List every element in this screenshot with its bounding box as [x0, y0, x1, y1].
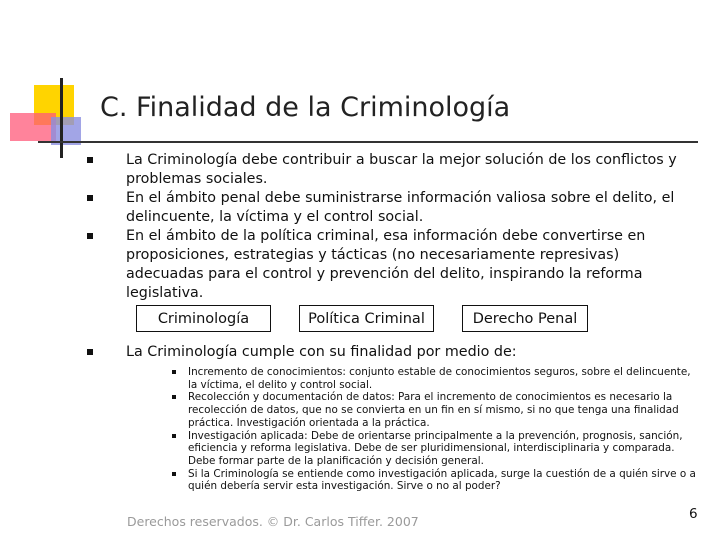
sub-bullet-square-icon — [172, 434, 176, 438]
sub-bullet-square-icon — [172, 395, 176, 399]
slide-title: C. Finalidad de la Criminología — [100, 92, 511, 123]
bullet-row — [87, 343, 697, 362]
bullet-text: En el ámbito de la política criminal, esa información debe convertirse en proposiciones, estrategias y tácticas (no necesariamente represivas) adecuadas para el control y prevención del delito, inspirando la reforma legislativa. — [126, 228, 646, 301]
criminologia-box: Criminología — [136, 305, 271, 332]
bullet-text: En el ámbito penal debe suministrarse información valiosa sobre el delito, el delincuente, la víctima y el control social. — [126, 190, 675, 225]
bullet-item — [87, 151, 697, 189]
sub-bullet-list — [168, 366, 698, 493]
decorative-vertical-line — [60, 78, 63, 158]
sub-bullet-item — [168, 468, 698, 493]
derecho-penal-box: Derecho Penal — [462, 305, 588, 332]
bullet-square-icon — [87, 349, 93, 355]
title-underline — [38, 141, 698, 143]
sub-bullet-text: Investigación aplicada: Debe de orientarse principalmente a la prevención, prognosis, sanción, eficiencia y reforma legislativa. Debe de ser pluridimensional, interdisciplinaria y comparada. Debe formar parte de la planificación y decisión general. — [188, 429, 683, 467]
sub-bullet-text: Incremento de conocimientos: conjunto estable de conocimientos seguros, sobre el delincuente, la víctima, el delito y control social. — [188, 366, 691, 391]
sub-bullet-text: Si la Criminología se entiende como investigación aplicada, surge la cuestión de a quién sirve o a quién debería servir esta investigación. Sirve o no al poder? — [188, 467, 696, 493]
copyright-footer: Derechos reservados. © Dr. Carlos Tiffer. 2007 — [127, 514, 419, 529]
bullet-item — [87, 343, 697, 362]
sub-bullet-text: Recolección y documentación de datos: Para el incremento de conocimientos es necesario la recolección de datos, que no se convierta en un fin en sí mismo, si no que tenga una finalidad práctica. Investigación orientada a la práctica. — [188, 391, 679, 429]
bullet-item — [87, 227, 697, 303]
sub-bullet-item — [168, 391, 698, 429]
page-number: 6 — [689, 506, 698, 522]
decorative-pink-rectangle — [10, 113, 56, 141]
discipline-boxes — [0, 305, 720, 335]
main-bullet-list — [87, 151, 697, 303]
bullet-square-icon — [87, 157, 93, 163]
sub-bullet-item — [168, 366, 698, 391]
bullet-text: La Criminología cumple con su finalidad por medio de: — [126, 344, 517, 360]
bullet-square-icon — [87, 195, 93, 201]
bullet-item — [87, 189, 697, 227]
politica-criminal-box: Política Criminal — [299, 305, 434, 332]
sub-bullet-square-icon — [172, 370, 176, 374]
sub-bullet-square-icon — [172, 472, 176, 476]
bullet-text: La Criminología debe contribuir a buscar la mejor solución de los conflictos y problemas sociales. — [126, 152, 677, 187]
bullet-square-icon — [87, 233, 93, 239]
sub-bullet-item — [168, 430, 698, 468]
